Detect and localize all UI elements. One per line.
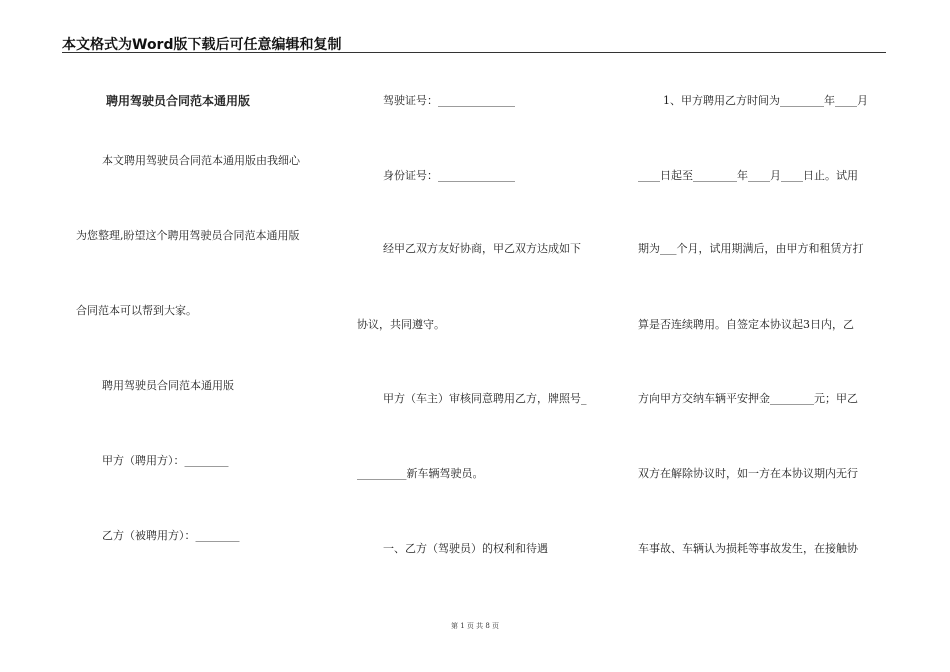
document-header-title: 本文格式为Word版下载后可任意编辑和复制 bbox=[62, 37, 342, 53]
text-line: 合同范本可以帮到大家。 bbox=[76, 304, 197, 317]
text-line: 1、甲方聘用乙方时间为________年____月 bbox=[663, 94, 868, 107]
text-line: 乙方（被聘用方）：________ bbox=[102, 529, 240, 542]
text-line: 算是否连续聘用。自签定本协议起3日内，乙 bbox=[638, 318, 854, 331]
text-line: 甲方（车主）审核同意聘用乙方，牌照号_ bbox=[383, 392, 587, 405]
section-heading: 一、乙方（驾驶员）的权利和待遇 bbox=[383, 542, 548, 555]
text-line: 期为___个月，试用期满后，由甲方和租赁方打 bbox=[638, 242, 864, 255]
text-line: 为您整理,盼望这个聘用驾驶员合同范本通用版 bbox=[76, 229, 300, 242]
contract-title: 聘用驾驶员合同范本通用版 bbox=[106, 94, 251, 108]
text-line: 驾驶证号：______________ bbox=[383, 94, 515, 107]
header-divider bbox=[62, 52, 886, 53]
text-line: 方向甲方交纳车辆平安押金________元；甲乙 bbox=[638, 392, 858, 405]
text-line: 双方在解除协议时，如一方在本协议期内无行 bbox=[638, 467, 858, 480]
text-line: 经甲乙双方友好协商，甲乙双方达成如下 bbox=[383, 242, 581, 255]
text-line: 车事故、车辆认为损耗等事故发生，在接触协 bbox=[638, 542, 858, 555]
page-number-footer: 第 1 页 共 8 页 bbox=[450, 622, 500, 630]
text-line: 本文聘用驾驶员合同范本通用版由我细心 bbox=[102, 154, 300, 167]
text-line: 协议，共同遵守。 bbox=[357, 318, 445, 331]
text-line: 身份证号：______________ bbox=[383, 169, 515, 182]
text-line: ____日起至________年____月____日止。试用 bbox=[638, 169, 858, 182]
text-line: _________新车辆驾驶员。 bbox=[357, 467, 484, 480]
text-line: 甲方（聘用方）：________ bbox=[102, 454, 229, 467]
text-line: 聘用驾驶员合同范本通用版 bbox=[102, 379, 234, 392]
